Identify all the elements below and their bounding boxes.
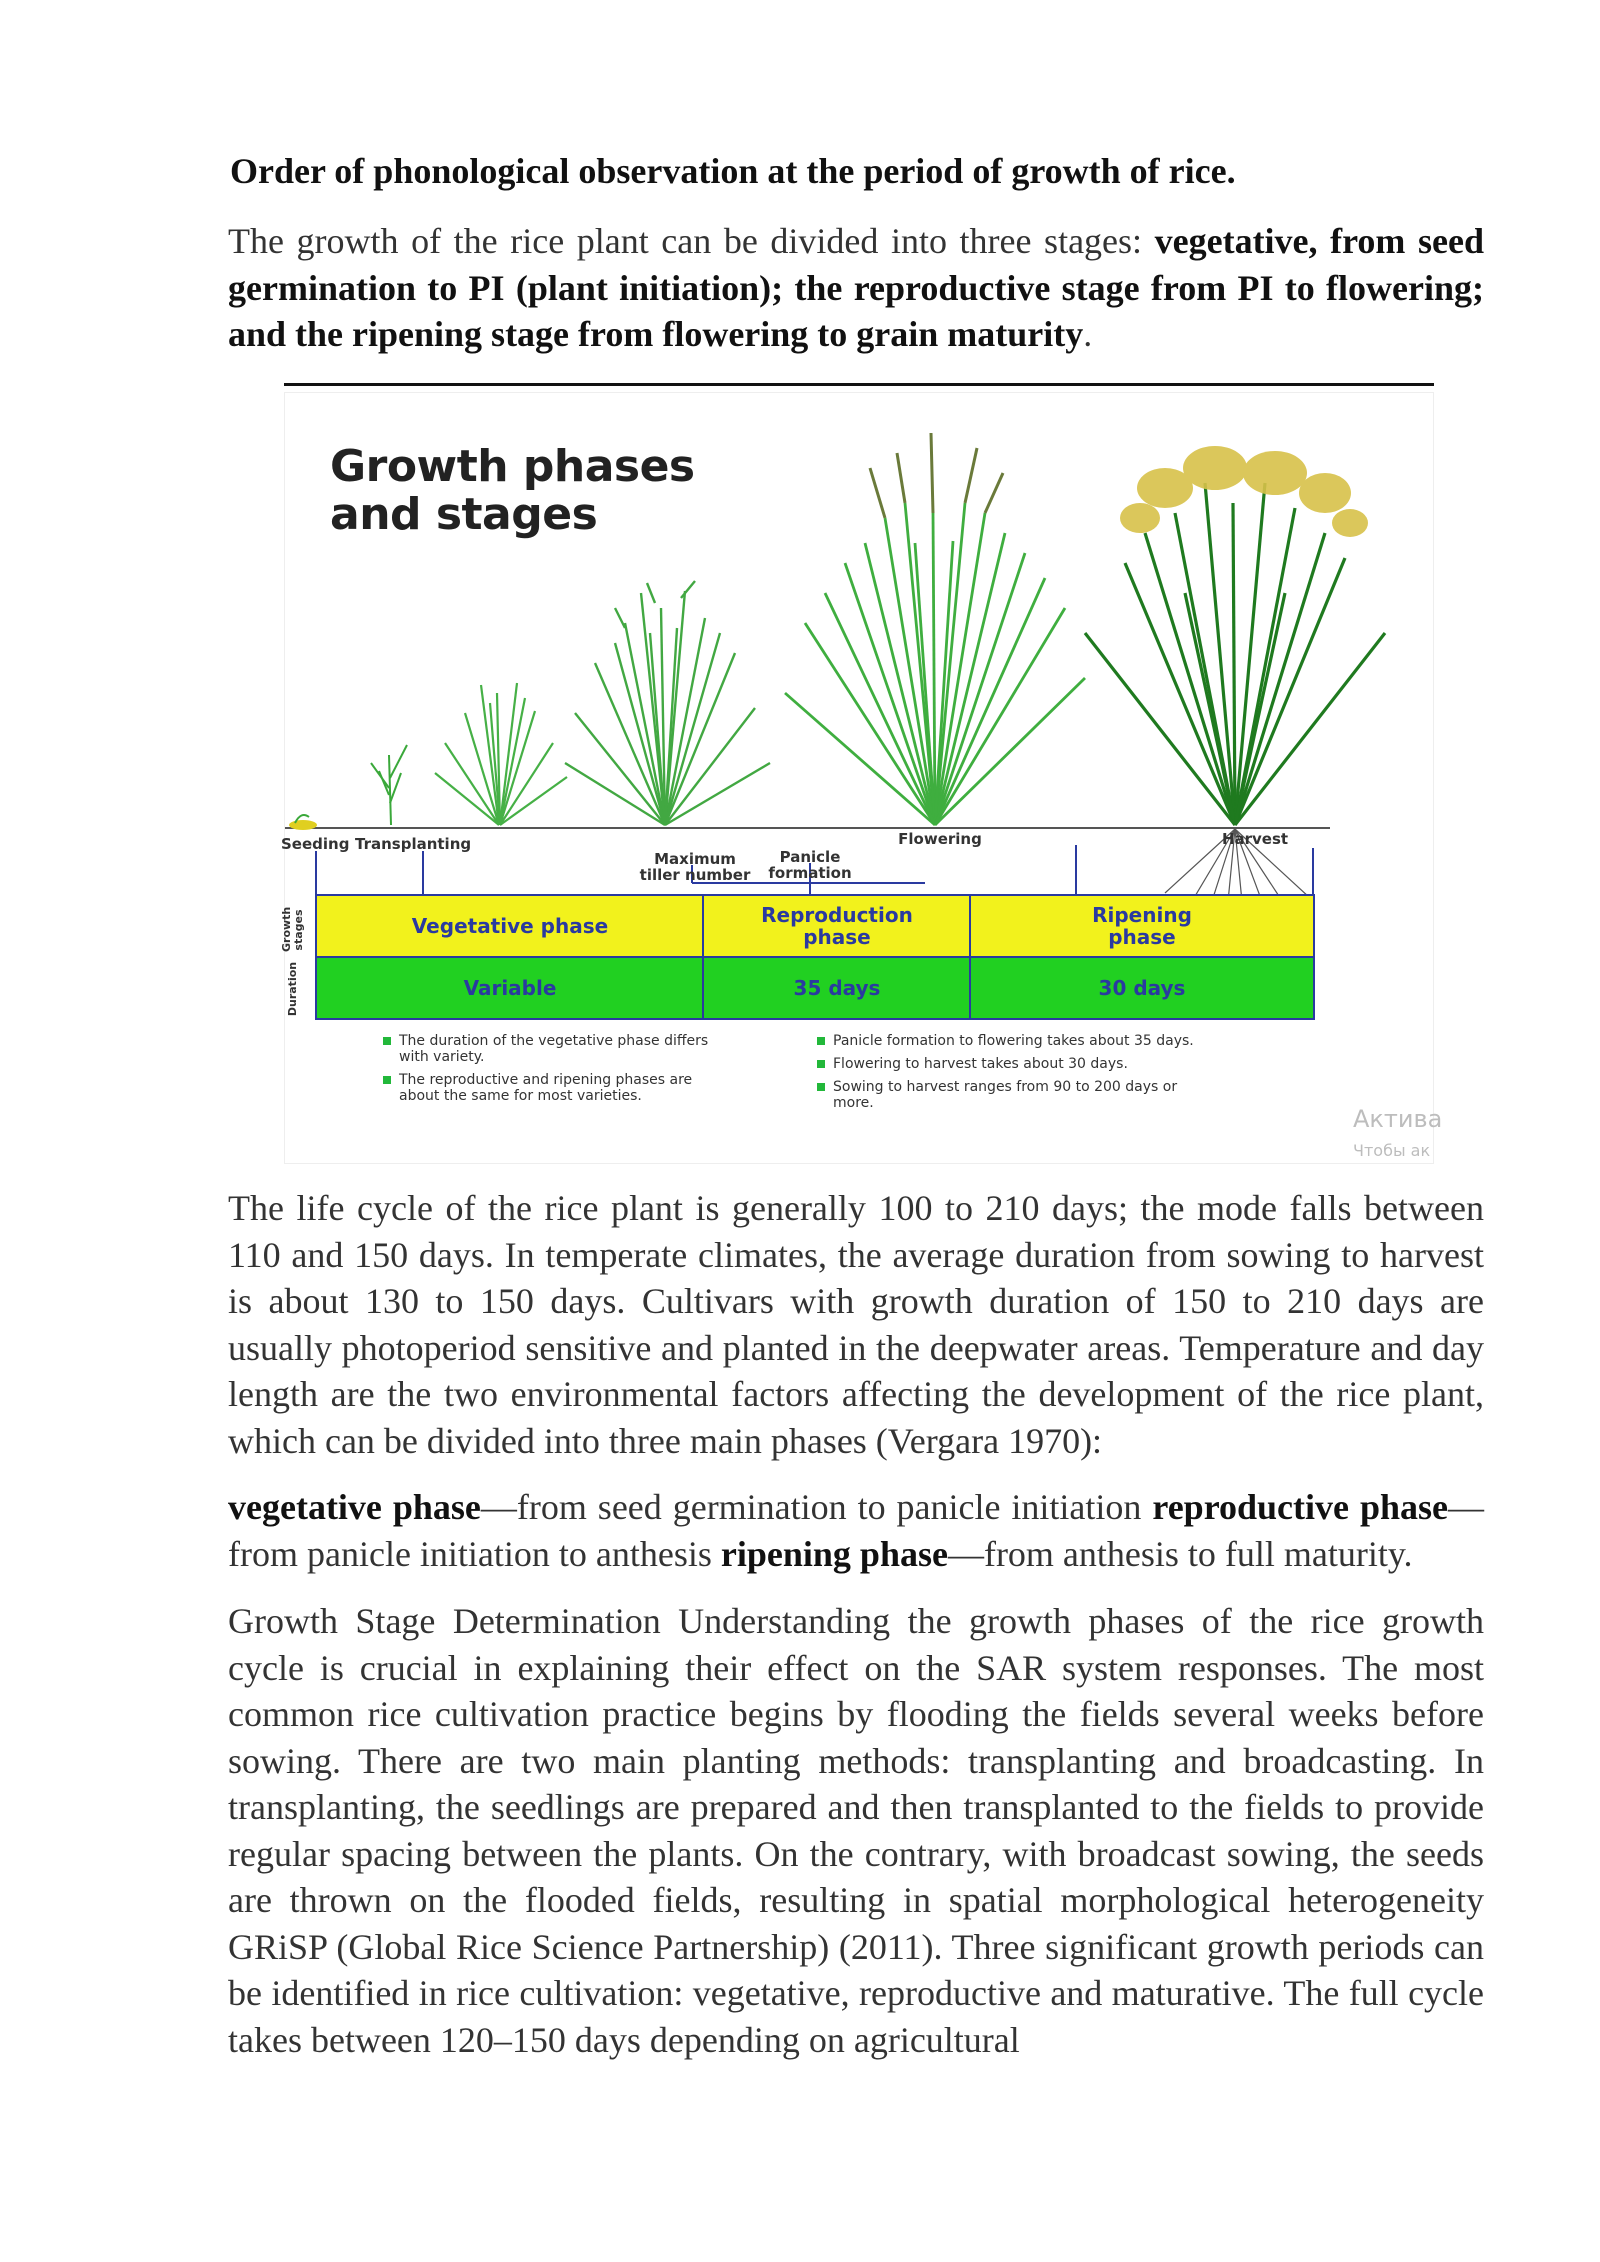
notes-left — [381, 1033, 726, 1111]
notes-right — [815, 1033, 1245, 1118]
ripe-grain-icon — [1120, 446, 1368, 537]
rep-def: —from panicle initiation to anthesis — [228, 1487, 1484, 1574]
veg-term: vegetative phase — [228, 1487, 481, 1527]
side-label-growth: Growth stages — [280, 906, 305, 952]
veg-def: —from seed germination to panicle initiation — [480, 1487, 1153, 1527]
note-right-3: Sowing to harvest ranges from 90 to 200 days or more. — [815, 1079, 1213, 1111]
intro-bold: vegetative, from seed germination to PI (plant initiation); the reproductive stage from PI to flowering; and the ripening stage from flowering to grain maturity — [228, 221, 1484, 354]
intro-tail: . — [1083, 314, 1093, 354]
watermark-line1: Актива — [1353, 1105, 1443, 1133]
rip-term: ripening phase — [720, 1533, 948, 1574]
growth-stage-paragraph: Growth Stage Determination Understanding the growth phases of the rice growth cycle is crucial in explaining their effect on the SAR system responses. The most common rice cultivation practice begins by flooding the fields several weeks before sowing. There are two main planting methods: transplanting and broadcasting. In transplanting, the seedlings are prepared and then transplanted to the fields to provide regular spacing between the plants. On the contrary, with broadcast sowing, the seeds are thrown on the flooded fields, resulting in spatial morphological heterogeneity GRiSP (Global Rice Science Partnership) (2011). Three significant growth periods can be identified in rice cultivation: vegetative, reproductive and maturative. The full cycle takes between 120–150 days depending on agricultural — [228, 1601, 1484, 2060]
flower-panicles-icon — [870, 433, 1003, 518]
tillering-plant-icon — [435, 683, 567, 825]
phases-paragraph — [228, 1484, 1484, 1577]
note-left-1: The duration of the vegetative phase differs with variety. — [381, 1033, 726, 1065]
page-title: Order of phonological observation at the period of growth of rice. — [230, 151, 1236, 191]
figure-title-line1: Growth phases — [330, 441, 695, 492]
max-tiller-plant-icon — [565, 581, 770, 825]
seed-icon — [289, 815, 317, 830]
note-left-2: The reproductive and ripening phases are about the same for most varieties. — [381, 1072, 726, 1104]
rep-term: reproductive phase — [1152, 1487, 1448, 1527]
figure-title-line2: and stages — [330, 489, 598, 540]
intro-paragraph — [228, 218, 1484, 358]
duration-vegetative: Variable — [463, 976, 557, 1000]
life-cycle-paragraph: The life cycle of the rice plant is generally 100 to 210 days; the mode falls between 110 and 150 days. In temperate climates, the average duration from sowing to harvest is about 130 to 150 days. Cultivars with growth duration of 150 to 210 days are usually photoperiod sensitive and planted in the deepwater areas. Temperature and day length are the two environmental factors affecting the development of the rice plant, which can be divided into three main phases (Vergara 1970): — [228, 1188, 1484, 1461]
figure-title — [330, 443, 695, 539]
side-label-duration: Duration — [286, 961, 299, 1017]
phase-reproduction: Reproduction phase — [761, 903, 913, 949]
stage-label-harvest: Harvest — [1221, 830, 1289, 848]
flowering-plant-icon — [785, 503, 1085, 825]
growth-phases-figure — [280, 383, 1443, 1168]
phase-vegetative: Vegetative phase — [411, 914, 609, 938]
figure-canvas — [280, 392, 1443, 1164]
rip-def: —from anthesis to full maturity. — [947, 1533, 1413, 1574]
stage-label-seeding: Seeding — [281, 835, 350, 853]
note-right-1: Panicle formation to flowering takes about 35 days. — [815, 1033, 1245, 1049]
duration-reproduction: 35 days — [793, 976, 881, 1000]
phase-ripening: Ripening phase — [1092, 903, 1192, 949]
watermark-line2: Чтобы ак — [1353, 1141, 1431, 1160]
intro-lead: The growth of the rice plant can be divided into three stages: — [228, 221, 1155, 261]
stage-label-panicle: Panicle formation — [768, 848, 852, 882]
stage-label-max-tiller: Maximum tiller number — [639, 850, 751, 884]
stage-label-transplanting: Transplanting — [355, 835, 472, 853]
stage-label-flowering: Flowering — [898, 830, 982, 848]
note-right-2: Flowering to harvest takes about 30 days. — [815, 1056, 1245, 1072]
seedling-icon — [371, 745, 407, 825]
duration-ripening: 30 days — [1098, 976, 1186, 1000]
